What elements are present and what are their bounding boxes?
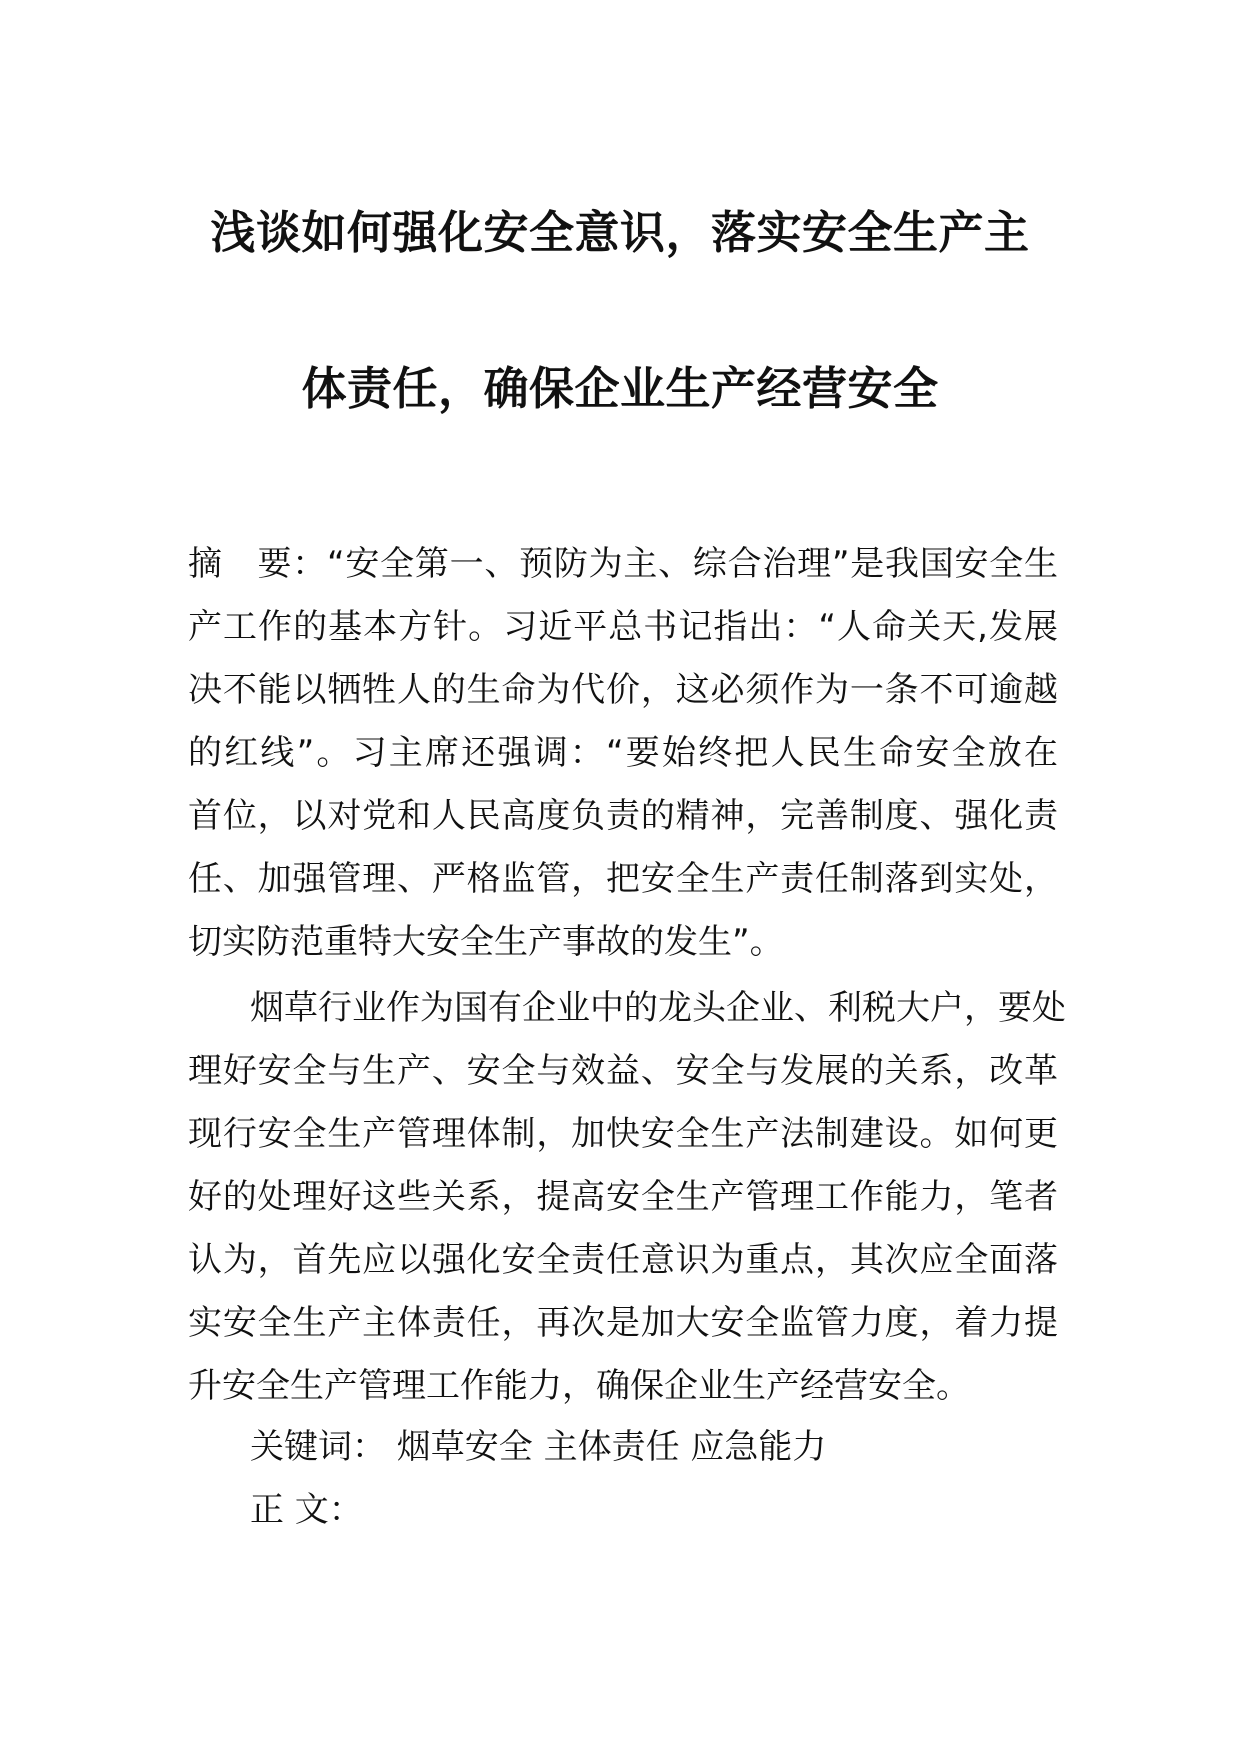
paragraph-line: 实安全生产主体责任，再次是加大安全监管力度，着力提 bbox=[188, 1303, 1058, 1343]
abstract-line: 切实防范重特大安全生产事故的发生”。 bbox=[188, 922, 784, 962]
body-heading: 正 文： bbox=[250, 1490, 363, 1530]
document-title-line-1: 浅谈如何强化安全意识，落实安全生产主 bbox=[210, 206, 1030, 259]
abstract-line: 首位，以对党和人民高度负责的精神，完善制度、强化责 bbox=[188, 796, 1058, 836]
document-title-line-2: 体责任，确保企业生产经营安全 bbox=[301, 362, 939, 415]
abstract-line: 摘 要：“安全第一、预防为主、综合治理”是我国安全生 bbox=[188, 544, 1058, 584]
paragraph-line: 升安全生产管理工作能力，确保企业生产经营安全。 bbox=[188, 1366, 970, 1406]
abstract-line: 的红线”。习主席还强调：“要始终把人民生命安全放在 bbox=[188, 733, 1058, 773]
keywords-line: 关键词： 烟草安全 主体责任 应急能力 bbox=[250, 1427, 827, 1467]
paragraph-line: 烟草行业作为国有企业中的龙头企业、利税大户，要处 bbox=[250, 988, 1066, 1028]
paragraph-line: 现行安全生产管理体制，加快安全生产法制建设。如何更 bbox=[188, 1114, 1058, 1154]
abstract-line: 产工作的基本方针。习近平总书记指出：“人命关天,发展 bbox=[188, 607, 1058, 647]
abstract-line: 任、加强管理、严格监管，把安全生产责任制落到实处， bbox=[188, 859, 1058, 899]
paragraph-line: 认为，首先应以强化安全责任意识为重点，其次应全面落 bbox=[188, 1240, 1058, 1280]
paragraph-line: 好的处理好这些关系，提高安全生产管理工作能力，笔者 bbox=[188, 1177, 1058, 1217]
abstract-line: 决不能以牺牲人的生命为代价，这必须作为一条不可逾越 bbox=[188, 670, 1058, 710]
paragraph-line: 理好安全与生产、安全与效益、安全与发展的关系，改革 bbox=[188, 1051, 1058, 1091]
